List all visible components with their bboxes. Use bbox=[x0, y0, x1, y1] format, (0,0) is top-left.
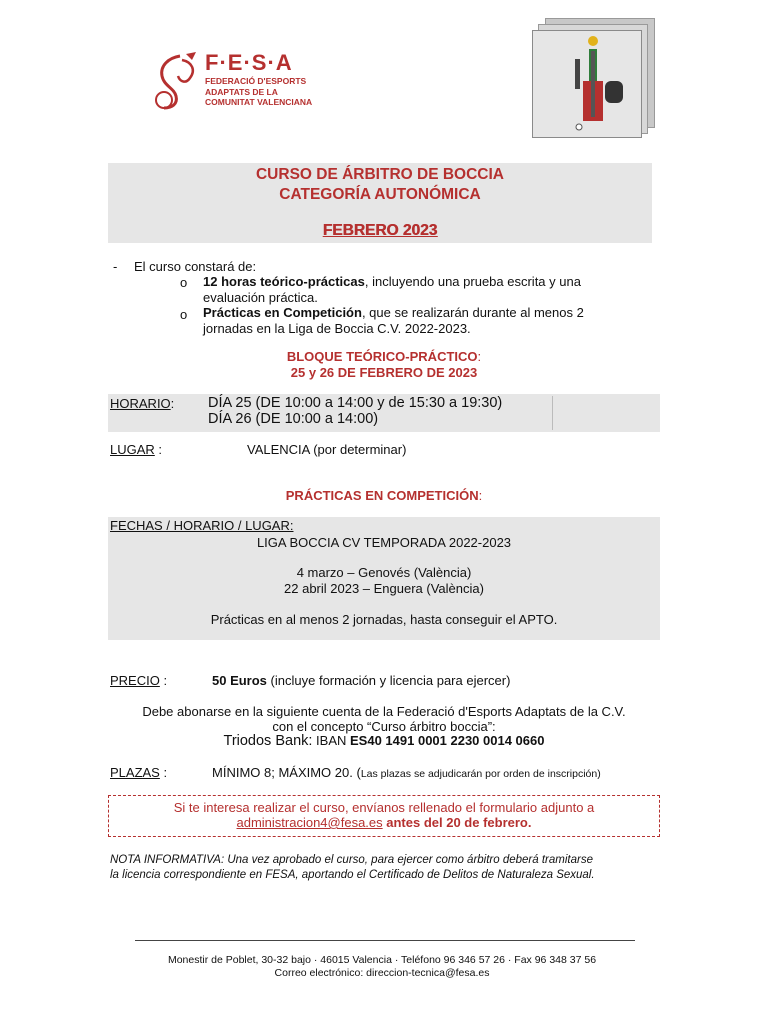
precio-label: PRECIO bbox=[110, 673, 160, 688]
horario-day-1 bbox=[208, 395, 502, 411]
horario-day-2 bbox=[208, 411, 378, 427]
iban-number: ES40 1491 0001 2230 0014 0660 bbox=[350, 733, 545, 748]
plazas-note-open: ( bbox=[356, 765, 361, 780]
bloque-heading bbox=[108, 349, 660, 365]
iban-label: IBAN bbox=[316, 733, 347, 748]
precio-label-wrap bbox=[110, 673, 167, 689]
bank-name: Triodos Bank: bbox=[223, 733, 313, 749]
inscripcion-line-1: Si te interesa realizar el curso, envíanos rellenado el formulario adjunto a bbox=[173, 800, 595, 815]
plazas-value bbox=[212, 765, 601, 783]
intro-item-2-cont: jornadas en la Liga de Boccia C.V. 2022-2023. bbox=[203, 321, 471, 336]
practicas-league: LIGA BOCCIA CV TEMPORADA 2022-2023 bbox=[256, 535, 512, 550]
course-title: CURSO DE ÁRBITRO DE BOCCIA bbox=[255, 166, 504, 183]
bullet-1: o bbox=[180, 275, 188, 290]
footer-divider bbox=[135, 940, 635, 941]
nota-line-2: la licencia correspondiente en FESA, aportando el Certificado de Delitos de Naturaleza Sexual. bbox=[110, 869, 595, 881]
item-2-bold: Prácticas en Competición bbox=[203, 305, 362, 320]
boccia-figure-icon bbox=[533, 31, 641, 137]
logo-title: F·E·S·A bbox=[205, 50, 293, 75]
item-2-rest: , que se realizarán durante al menos 2 bbox=[361, 305, 584, 320]
plazas-value-text: MÍNIMO 8; MÁXIMO 20. bbox=[212, 765, 353, 780]
precio-detail: (incluye formación y licencia para ejercer) bbox=[270, 673, 511, 688]
bloque-heading-text: BLOQUE TEÓRICO-PRÁCTICO bbox=[286, 349, 478, 364]
payment-line-1: Debe abonarse en la siguiente cuenta de la Federació d'Esports Adaptats de la C.V. bbox=[142, 704, 626, 719]
bloque-dates: 25 y 26 DE FEBRERO DE 2023 bbox=[290, 365, 478, 380]
day-2-prefix: DÍA 26 (DE bbox=[208, 411, 281, 427]
day-1-time: 10:00 a 14:00 y de 15:30 a 19:30) bbox=[284, 395, 503, 411]
lugar-value: VALENCIA (por determinar) bbox=[247, 442, 407, 457]
horario-colon: : bbox=[170, 396, 175, 411]
payment-line-2: con el concepto “Curso árbitro boccia”: bbox=[272, 719, 496, 734]
plazas-label: PLAZAS bbox=[110, 765, 160, 780]
logo-line-1: FEDERACIÓ D'ESPORTS bbox=[205, 76, 307, 86]
horario-label: HORARIO bbox=[110, 396, 171, 411]
bloque-heading-colon: : bbox=[477, 349, 482, 364]
precio-amount: 50 Euros bbox=[212, 673, 267, 688]
precio-value bbox=[212, 673, 510, 689]
fesa-logo-icon bbox=[150, 50, 206, 114]
lugar-colon: : bbox=[158, 442, 163, 457]
precio-colon: : bbox=[163, 673, 168, 688]
inscripcion-line-2 bbox=[108, 815, 660, 831]
lugar-label-wrap bbox=[110, 442, 162, 458]
day-2-time: 10:00 a 14:00) bbox=[284, 411, 379, 427]
inscripcion-deadline: antes del 20 de febrero. bbox=[386, 815, 532, 830]
practicas-date-2: 22 abril 2023 – Enguera (València) bbox=[284, 581, 484, 596]
plazas-label-wrap bbox=[110, 765, 167, 781]
footer-address: Monestir de Poblet, 30-32 bajo · 46015 Valencia · Teléfono 96 346 57 26 · Fax 96 348 37 56 bbox=[167, 954, 597, 966]
footer-email: Correo electrónico: direccion-tecnica@fesa.es bbox=[274, 967, 490, 979]
item-1-bold: 12 horas teórico-prácticas bbox=[203, 274, 365, 289]
lugar-label: LUGAR bbox=[110, 442, 155, 457]
plazas-colon: : bbox=[163, 765, 168, 780]
course-category: CATEGORÍA AUTONÓMICA bbox=[279, 186, 481, 203]
practicas-label bbox=[110, 518, 293, 534]
day-1-prefix: DÍA 25 (DE bbox=[208, 395, 281, 411]
email-link[interactable]: administracion4@fesa.es bbox=[236, 815, 383, 830]
logo-line-2: ADAPTATS DE LA bbox=[205, 86, 278, 97]
intro-item-1 bbox=[203, 274, 659, 290]
intro-lead: El curso constará de: bbox=[134, 259, 257, 274]
item-1-rest: , incluyendo una prueba escrita y una bbox=[364, 274, 581, 289]
plazas-note: Las plazas se adjudicarán por orden de inscripción) bbox=[360, 768, 601, 780]
nota-informativa bbox=[110, 853, 595, 883]
bullet-2: o bbox=[180, 307, 188, 322]
practicas-label-text: FECHAS / HORARIO / LUGAR: bbox=[110, 518, 294, 533]
intro-item-2 bbox=[203, 305, 659, 321]
practicas-heading bbox=[108, 488, 660, 504]
practicas-note: Prácticas en al menos 2 jornadas, hasta conseguir el APTO. bbox=[210, 612, 558, 627]
nota-line-1: NOTA INFORMATIVA: Una vez aprobado el curso, para ejercer como árbitro deberá tramitarse bbox=[110, 854, 593, 866]
horario-label-wrap bbox=[110, 396, 174, 412]
intro-item-1-cont: evaluación práctica. bbox=[203, 290, 318, 305]
course-date: FEBRERO 2023 bbox=[322, 222, 438, 239]
logo-subtitle bbox=[205, 76, 312, 108]
intro-dash: - bbox=[113, 259, 118, 274]
logo-line-3: COMUNITAT VALENCIANA bbox=[205, 97, 313, 107]
practicas-heading-text: PRÁCTICAS EN COMPETICIÓN bbox=[285, 488, 479, 503]
boccia-illustration bbox=[532, 30, 642, 138]
practicas-heading-colon: : bbox=[478, 488, 483, 503]
horario-divider bbox=[552, 396, 553, 430]
payment-iban bbox=[108, 733, 660, 749]
practicas-date-1: 4 marzo – Genovés (València) bbox=[296, 565, 472, 580]
